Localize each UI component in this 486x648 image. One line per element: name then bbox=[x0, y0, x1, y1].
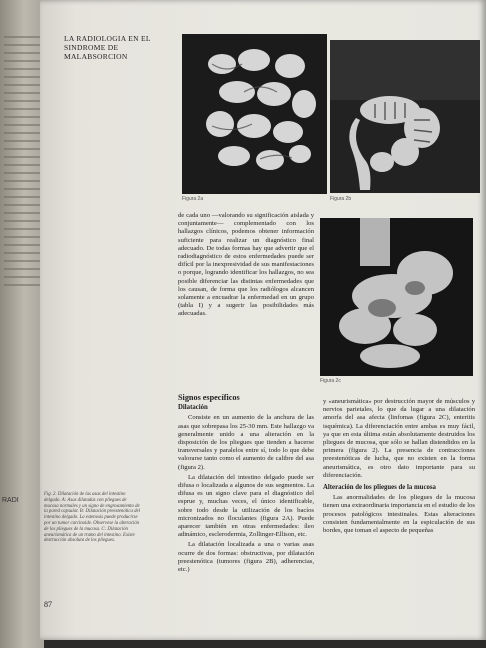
subheading-dilatacion: Dilatación bbox=[178, 404, 208, 412]
figure-2b-caption: Figura 2b bbox=[330, 196, 352, 202]
column-1-body bbox=[178, 394, 314, 576]
xray-figure-2c bbox=[320, 218, 473, 376]
paragraph: Las anormalidades de los pliegues de la mucosa tienen una extraordinaria importancia en el estudio de los procesos patológicos intestinales. Estas alteraciones consisten fundamentalmente en la espiculación de sus bordes, que toman el aspecto de pequeñas bbox=[323, 494, 475, 535]
subheading-pliegues: Alteración de los pliegues de la mucosa bbox=[323, 484, 436, 492]
intro-paragraph: de cada uno —valorando su significación aislada y conjuntamente— complementado con los hallazgos clínicos, podemos obtener información suficiente para realizar un diagnóstico final adecuado. De todas formas hay que advertir que el radiodiagnóstico de estos enfermedades puede ser difícil por la inexpresividad de sus manifestaciones o porque, logrando identificar los hallazgos, no sea posible diferenciar las distintas enfermedades que los causan, de forma que los radiólogos alcancen solamente a encuadrar la enfermedad en un grupo (tabla I) y a sugerir las posibilidades más adecuadas. bbox=[178, 212, 314, 318]
paragraph: y «aneurismática» por destrucción mayor de músculos y nervios parietales, lo que da lugar a una dilatación amorfa del asa afecta (linfomas (figura 2C), enteritis isquémica). La diferenciación entre ambas es muy fácil, ya que en esta última están absolutamente destruidos los pliegues de mucosa, que sólo se hallan distendidos en la primera (figura 2). La presencia de contracciones preestenóticas de lucha, que no existen en la forma aneurismática, es otro dato importante para su diferenciación. bbox=[323, 398, 475, 479]
column-2-body bbox=[323, 398, 475, 537]
left-page-fragment: RADI bbox=[2, 497, 19, 504]
running-title: LA RADIOLOGIA EN EL SINDROME DE MALABSORCION bbox=[64, 34, 151, 61]
figure-side-caption: Fig. 2. Dilatación de las asas del intestino delgado. A: Asas dilatadas con pliegues de mucosa normales y un signo de engrosamiento de la pared capsular. B: Dilatación preestenótica del intestino delgado. La estenosis puede producirse por un tumor carcinoide. Observese la alteración de los pliegues de la mucosa. C: Dilatación aneurismática de un tramo del intestino. Existe destrucción absoluta de los pliegues. bbox=[44, 492, 140, 544]
book-page bbox=[40, 0, 486, 640]
paragraph: La dilatación localizada a una o varias asas ocurre de dos formas: obstructivas, por dilatación preestenótica (tumores (figura 2B), adherencias, etc.) bbox=[178, 541, 314, 574]
section-title: Signos específicos bbox=[178, 393, 240, 402]
page-number: 87 bbox=[44, 600, 52, 609]
figure-2c-caption: Figura 2c bbox=[320, 378, 341, 384]
paragraph: La dilatación del intestino delgado puede ser difusa o localizada a algunos de sus segmentos. La difusa es un signo clave para el diagnóstico del esprue y, muchas veces, el único identificable, sobre todo desde la utilización de los bacíos micronizados no floculantes (figura 2A). Puede aparecer también en otras enfermedades: íleo adinámico, esclerodermia, Zollinger-Ellison, etc. bbox=[178, 473, 314, 539]
xray-figure-2b bbox=[330, 40, 480, 193]
figure-2a-caption: Figura 2a bbox=[182, 196, 204, 202]
xray-figure-2a bbox=[182, 34, 327, 194]
column-1-intro bbox=[178, 212, 314, 321]
left-page-edge bbox=[0, 0, 44, 648]
paragraph: Consiste en un aumento de la anchura de las asas que sobrepasa los 25-30 mm. Este hallazgo va generalmente unido a una alteración en la disposición de los pliegues que tienden a hacerse transversales y paralelos entre sí, todo lo que debe valorarse tanto como el aumento de calibre del asa (figura 2). bbox=[178, 414, 314, 471]
